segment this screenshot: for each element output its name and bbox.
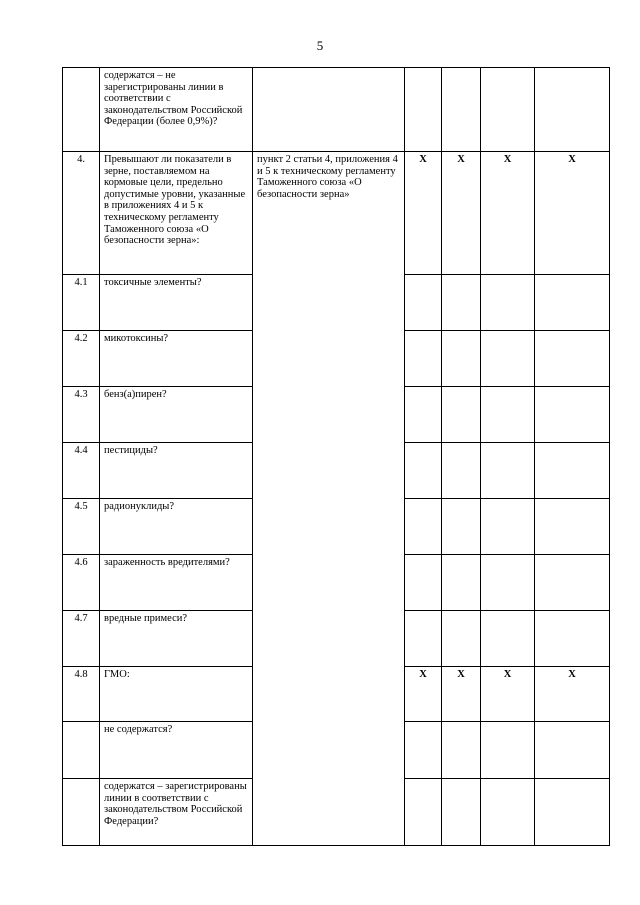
- answer-yes-cell[interactable]: [405, 722, 442, 779]
- row-number: 4.1: [63, 275, 100, 331]
- answer-note-cell[interactable]: [535, 611, 610, 667]
- question-text: Превышают ли показатели в зерне, поставляемом на кормовые цели, предельно допустимые уровни, указанные в приложениях 4 и 5 к техническому регламенту Таможенного союза «О безопасности зерна»:: [100, 152, 253, 275]
- row-number: 4.3: [63, 387, 100, 443]
- answer-na-cell[interactable]: [481, 555, 535, 611]
- answer-yes-cell[interactable]: [405, 555, 442, 611]
- question-text: зараженность вредителями?: [100, 555, 253, 611]
- answer-yes-cell[interactable]: [405, 68, 442, 152]
- answer-no-cell[interactable]: [442, 331, 481, 387]
- answer-na-cell[interactable]: [481, 499, 535, 555]
- answer-yes-cell[interactable]: X: [405, 152, 442, 275]
- answer-note-cell[interactable]: [535, 722, 610, 779]
- answer-note-cell[interactable]: [535, 387, 610, 443]
- question-text: радионуклиды?: [100, 499, 253, 555]
- question-text: вредные примеси?: [100, 611, 253, 667]
- answer-na-cell[interactable]: [481, 331, 535, 387]
- row-number: 4.: [63, 152, 100, 275]
- reference-cell-empty: [253, 68, 405, 152]
- question-text: токсичные элементы?: [100, 275, 253, 331]
- answer-note-cell[interactable]: [535, 779, 610, 846]
- answer-na-cell[interactable]: [481, 611, 535, 667]
- answer-yes-cell[interactable]: [405, 611, 442, 667]
- answer-no-cell[interactable]: [442, 611, 481, 667]
- answer-note-cell[interactable]: [535, 68, 610, 152]
- answer-na-cell[interactable]: [481, 722, 535, 779]
- question-text: ГМО:: [100, 667, 253, 722]
- answer-note-cell[interactable]: [535, 499, 610, 555]
- answer-na-cell[interactable]: [481, 779, 535, 846]
- row-number: 4.7: [63, 611, 100, 667]
- answer-note-cell[interactable]: [535, 555, 610, 611]
- question-text: не содержатся?: [100, 722, 253, 779]
- question-text: содержатся – зарегистрированы линии в соответствии с законодательством Российской Федерации?: [100, 779, 253, 846]
- question-text: микотоксины?: [100, 331, 253, 387]
- row-number: [63, 722, 100, 779]
- answer-yes-cell[interactable]: [405, 275, 442, 331]
- answer-no-cell[interactable]: [442, 68, 481, 152]
- table-row: [63, 68, 610, 152]
- answer-yes-cell[interactable]: [405, 443, 442, 499]
- answer-no-cell[interactable]: [442, 387, 481, 443]
- answer-yes-cell[interactable]: [405, 387, 442, 443]
- row-number: 4.5: [63, 499, 100, 555]
- row-number: 4.6: [63, 555, 100, 611]
- answer-na-cell[interactable]: [481, 275, 535, 331]
- table-row: [63, 152, 610, 275]
- answer-no-cell[interactable]: [442, 722, 481, 779]
- row-number: 4.2: [63, 331, 100, 387]
- checklist-table: [62, 67, 610, 846]
- row-number: 4.4: [63, 443, 100, 499]
- answer-no-cell[interactable]: [442, 275, 481, 331]
- page-number: 5: [316, 38, 324, 53]
- answer-note-cell[interactable]: [535, 331, 610, 387]
- answer-na-cell[interactable]: [481, 443, 535, 499]
- answer-no-cell[interactable]: X: [442, 152, 481, 275]
- answer-note-cell[interactable]: X: [535, 152, 610, 275]
- question-text: бенз(а)пирен?: [100, 387, 253, 443]
- row-number: 4.8: [63, 667, 100, 722]
- question-text: пестициды?: [100, 443, 253, 499]
- answer-na-cell[interactable]: [481, 387, 535, 443]
- answer-na-cell[interactable]: X: [481, 667, 535, 722]
- answer-no-cell[interactable]: [442, 443, 481, 499]
- row-number: [63, 779, 100, 846]
- answer-yes-cell[interactable]: [405, 331, 442, 387]
- answer-no-cell[interactable]: [442, 499, 481, 555]
- row-number: [63, 68, 100, 152]
- legal-reference: пункт 2 статьи 4, приложения 4 и 5 к техническому регламенту Таможенного союза «О безопасности зерна»: [253, 152, 405, 846]
- answer-yes-cell[interactable]: X: [405, 667, 442, 722]
- answer-no-cell[interactable]: X: [442, 667, 481, 722]
- answer-yes-cell[interactable]: [405, 499, 442, 555]
- answer-na-cell[interactable]: [481, 68, 535, 152]
- answer-note-cell[interactable]: [535, 275, 610, 331]
- question-text: содержатся – не зарегистрированы линии в соответствии с законодательством Российской Федерации (более 0,9%)?: [100, 68, 253, 152]
- answer-yes-cell[interactable]: [405, 779, 442, 846]
- answer-no-cell[interactable]: [442, 779, 481, 846]
- answer-na-cell[interactable]: X: [481, 152, 535, 275]
- answer-note-cell[interactable]: X: [535, 667, 610, 722]
- answer-note-cell[interactable]: [535, 443, 610, 499]
- answer-no-cell[interactable]: [442, 555, 481, 611]
